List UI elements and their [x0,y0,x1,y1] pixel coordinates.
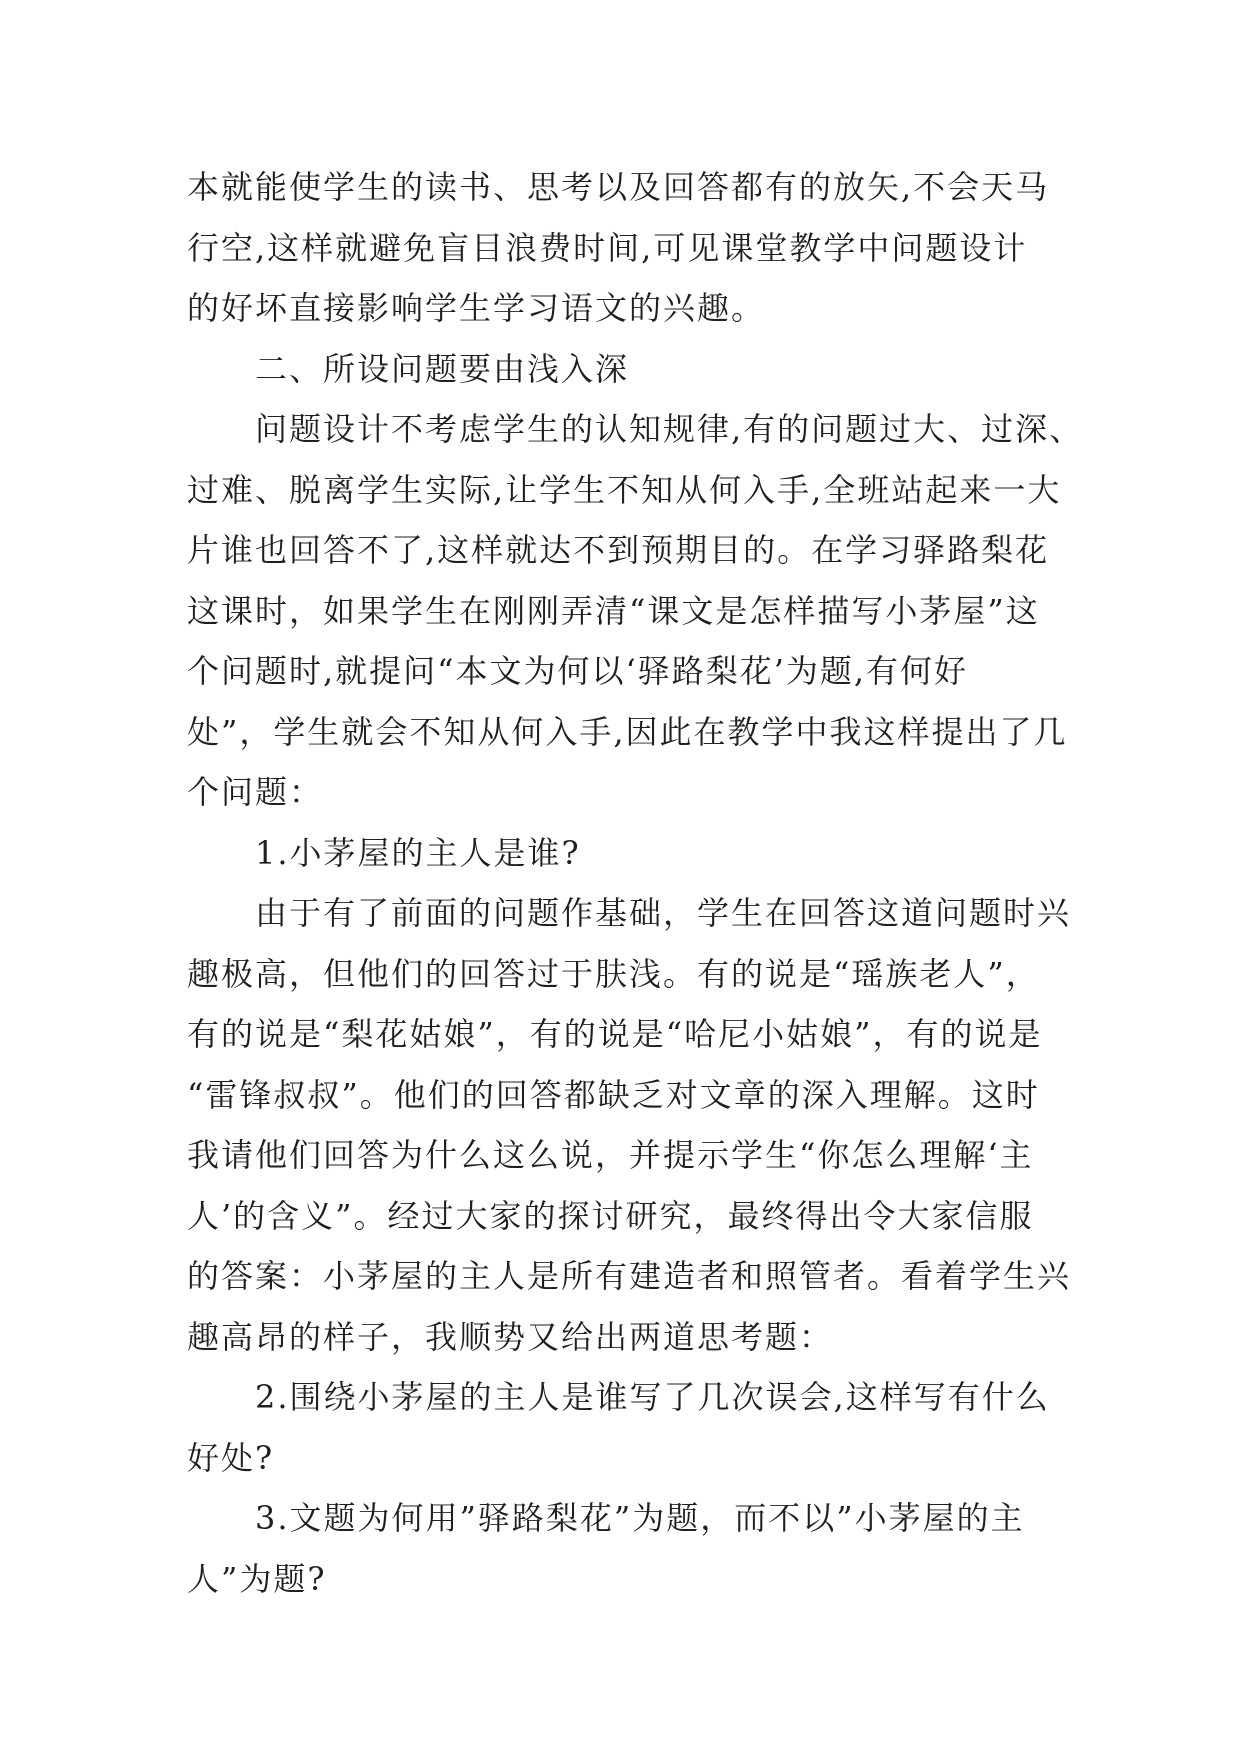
text-line: 本就能使学生的读书、思考以及回答都有的放矢,不会天马 [187,168,1050,206]
document-body [187,157,1084,1609]
text-line: 趣高昂的样子，我顺势又给出两道思考题： [187,1317,834,1356]
text-line: 有的说是“梨花姑娘”，有的说是“哈尼小姑娘”，有的说是 [187,1015,1043,1053]
text-line: 由于有了前面的问题作基础，学生在回答这道问题时兴 [255,894,1072,932]
text-line: 问题设计不考虑学生的认知规律,有的问题过大、过深、 [255,410,1084,448]
text-line: 的答案：小茅屋的主人是所有建造者和照管者。看着学生兴 [187,1257,1072,1295]
text-line: 过难、脱离学生实际,让学生不知从何入手,全班站起来一大 [187,470,1062,509]
text-line: 好处? [187,1438,275,1477]
text-line: 趣极高，但他们的回答过于肤浅。有的说是“瑶族老人”， [187,954,1040,993]
text-line: 片谁也回答不了,这样就达不到预期目的。在学习驿路梨花 [187,531,1050,569]
question-item: 3.文题为何用”驿路梨花”为题，而不以”小茅屋的主 [255,1499,1025,1537]
text-line: 个问题时,就提问“本文为何以‘驿路梨花’为题,有何好 [187,652,969,690]
question-item: 2.围绕小茅屋的主人是谁写了几次误会,这样写有什么 [255,1378,1050,1416]
text-line: 行空,这样就避免盲目浪费时间,可见课堂教学中问题设计 [187,228,1028,267]
text-line: “雷锋叔叔”。他们的回答都缺乏对文章的深入理解。这时 [187,1075,1040,1114]
text-line: 这课时，如果学生在刚刚弄清“课文是怎样描写小茅屋”这 [187,591,1040,630]
question-item: 1.小茅屋的主人是谁? [255,833,581,872]
text-line: 人’的含义”。经过大家的探讨研究，最终得出令大家信服 [187,1196,1034,1235]
section-heading: 二、所设问题要由浅入深 [255,349,630,388]
text-line: 处”，学生就会不知从何入手,因此在教学中我这样提出了几 [187,712,1068,751]
text-line: 的好坏直接影响学生学习语文的兴趣。 [187,289,766,327]
text-line: 人”为题? [187,1559,327,1598]
text-line: 个问题： [187,773,324,811]
text-line: 我请他们回答为什么这么说，并提示学生“你怎么理解‘主 [187,1136,1034,1174]
